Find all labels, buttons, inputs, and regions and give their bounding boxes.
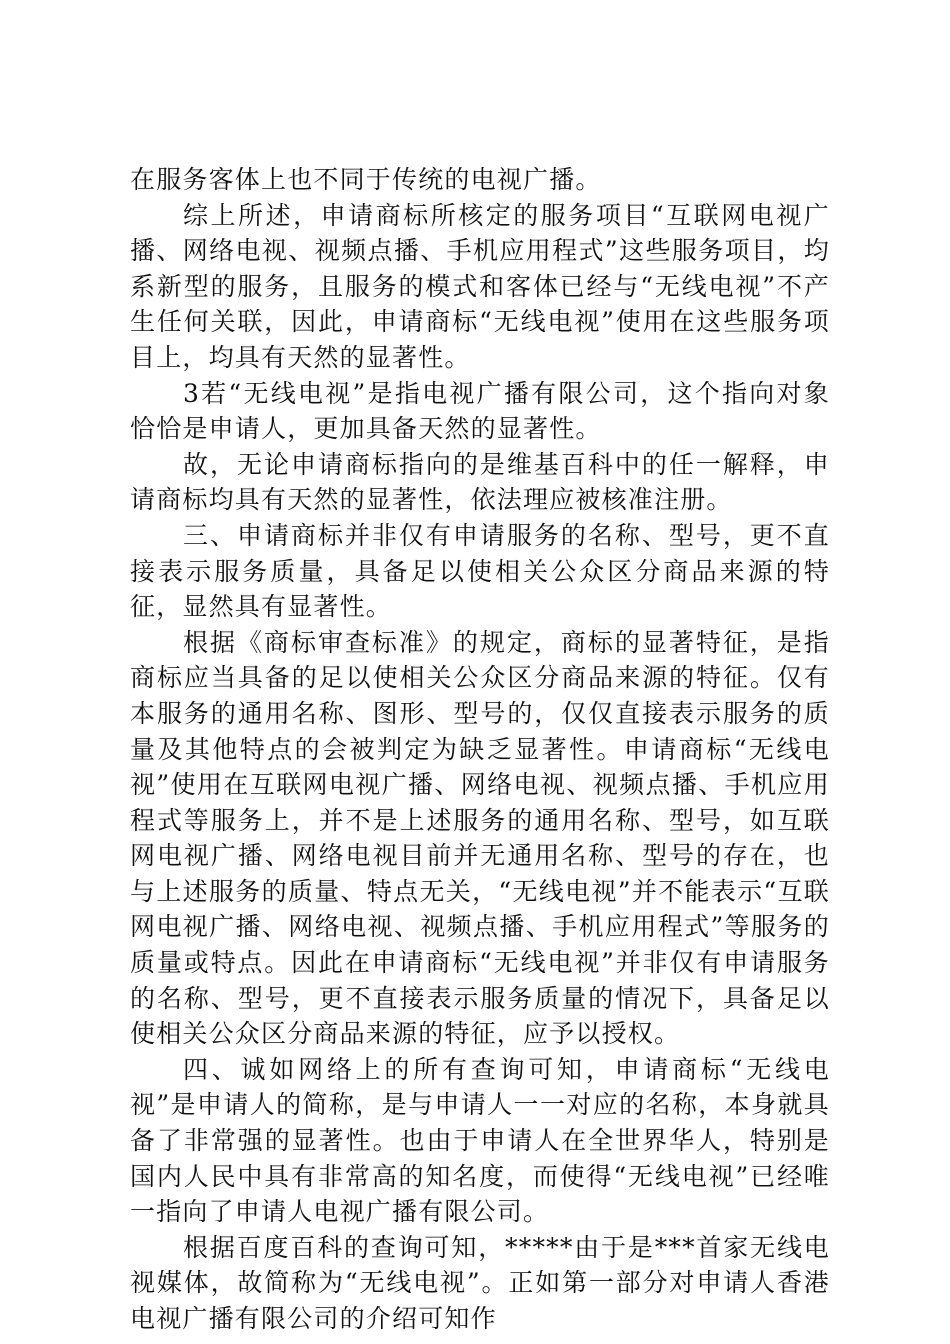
- paragraph-3: 3若“无线电视”是指电视广播有限公司，这个指向对象恰恰是申请人，更加具备天然的显著性。: [130, 378, 830, 444]
- paragraph-4: 故，无论申请商标指向的是维基百科中的任一解释，申请商标均具有天然的显著性，依法理应被核准注册。: [130, 449, 830, 515]
- paragraph-1: 在服务客体上也不同于传统的电视广播。: [130, 165, 602, 194]
- paragraph-2: 综上所述，申请商标所核定的服务项目“互联网电视广播、网络电视、视频点播、手机应用程式”这些服务项目，均系新型的服务，且服务的模式和客体已经与“无线电视”不产生任何关联，因此，申请商标“无线电视”使用在这些服务项目上，均具有天然的显著性。: [130, 200, 830, 372]
- paragraph-6: 根据《商标审查标准》的规定，商标的显著特征，是指商标应当具备的足以使相关公众区分商品来源的特征。仅有本服务的通用名称、图形、型号的，仅仅直接表示服务的质量及其他特点的会被判定为缺乏显著性。申请商标“无线电视”使用在互联网电视广播、网络电视、视频点播、手机应用程式等服务上，并不是上述服务的通用名称、型号，如互联网电视广播、网络电视目前并无通用名称、型号的存在，也与上述服务的质量、特点无关，“无线电视”并不能表示“互联网电视广播、网络电视、视频点播、手机应用程式”等服务的质量或特点。因此在申请商标“无线电视”并非仅有申请服务的名称、型号，更不直接表示服务质量的情况下，具备足以使相关公众区分商品来源的特征，应予以授权。: [130, 627, 830, 1049]
- paragraph-7: 四、诚如网络上的所有查询可知，申请商标“无线电视”是申请人的简称，是与申请人一一对应的名称，本身就具备了非常强的显著性。也由于申请人在全世界华人，特别是国内人民中具有非常高的知名度，而使得“无线电视”已经唯一指向了申请人电视广播有限公司。: [130, 1054, 830, 1227]
- document-page: [130, 162, 830, 1337]
- paragraph-5: 三、申请商标并非仅有申请服务的名称、型号，更不直接表示服务质量，具备足以使相关公众区分商品来源的特征，显然具有显著性。: [130, 520, 830, 622]
- paragraph-8: 根据百度百科的查询可知，*****由于是***首家无线电视媒体，故简称为“无线电视”。正如第一部分对申请人香港电视广播有限公司的介绍可知作: [130, 1232, 830, 1333]
